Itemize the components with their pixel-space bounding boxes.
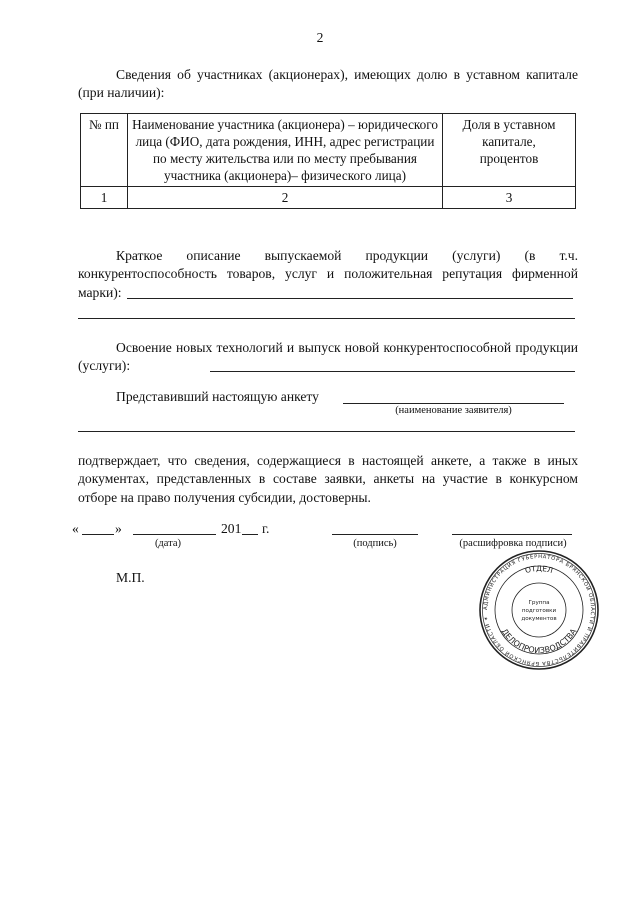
mp-label: М.П.: [116, 570, 145, 585]
table-numbers-row: [81, 187, 576, 209]
date-year-line[interactable]: [242, 534, 258, 535]
stamp-center-line-2: подготовки: [521, 608, 557, 614]
column-number-1: 1: [81, 187, 128, 209]
date-caption: (дата): [154, 538, 182, 549]
stamp-center-line-3: документов: [521, 616, 557, 622]
presenter-line-2[interactable]: [78, 431, 575, 432]
header-number: № пп: [81, 114, 128, 187]
participants-table: [80, 113, 576, 209]
stamp-dept-top: ОТДЕЛ: [524, 563, 554, 576]
header-participant: Наименование участника (акционера) – юридического лица (ФИО, дата рождения, ИНН, адрес регистрации по месту жительства или по месту пребывания участника (акционера)– физического лица): [128, 114, 443, 187]
product-description-line-2[interactable]: [78, 318, 575, 319]
participants-intro: Сведения об участниках (акционерах), имеющих долю в уставном капитале (при наличии):: [78, 67, 578, 101]
column-number-2: 2: [128, 187, 443, 209]
header-share: Доля в уставном капитале, процентов: [443, 114, 576, 187]
signature-line[interactable]: [332, 534, 418, 535]
date-year-prefix: 201: [221, 521, 242, 536]
stamp-dept-bottom: ДЕЛОПРОИЗВОДСТВА: [499, 627, 579, 656]
date-open-quote: «: [72, 521, 79, 536]
stamp-seal-icon: [478, 549, 600, 671]
signature-caption: (подпись): [353, 538, 397, 549]
date-month-line[interactable]: [133, 534, 216, 535]
column-number-3: 3: [443, 187, 576, 209]
signature-decode-caption: (расшифровка подписи): [459, 538, 567, 549]
date-year-suffix: г.: [262, 521, 270, 536]
page-number: 2: [316, 30, 324, 45]
technologies-line[interactable]: [210, 371, 575, 372]
product-description-label: Краткое описание выпускаемой продукции (услуги) (в т.ч. конкурентоспособность товаров, услуг и положительная репутация фирменной марки):: [78, 248, 578, 300]
stamp-center-line-1: Группа: [528, 600, 550, 606]
technologies-label: Освоение новых технологий и выпуск новой конкурентоспособной продукции (услуги):: [78, 340, 578, 374]
table-header-row: [81, 114, 576, 187]
presenter-caption: (наименование заявителя): [395, 405, 512, 416]
signature-decode-line[interactable]: [452, 534, 572, 535]
stamp-outer-text: АДМИНИСТРАЦИЯ ГУБЕРНАТОРА БРЯНСКОЙ ОБЛАСТИ И ПРАВИТЕЛЬСТВА БРЯНСКОЙ ОБЛАСТИ ✶: [482, 553, 596, 667]
presenter-line[interactable]: [343, 403, 564, 404]
date-day-line[interactable]: [82, 534, 114, 535]
product-description-line-1[interactable]: [127, 298, 573, 299]
presenter-label: Представивший настоящую анкету: [116, 389, 319, 404]
official-stamp: [478, 549, 600, 671]
date-close-quote: »: [115, 521, 122, 536]
confirmation-text: подтверждает, что сведения, содержащиеся в настоящей анкете, а также в иных документах, представленных в составе заявки, анкеты на участие в конкурсном отборе на право получения субсидии, достоверны.: [78, 453, 578, 505]
